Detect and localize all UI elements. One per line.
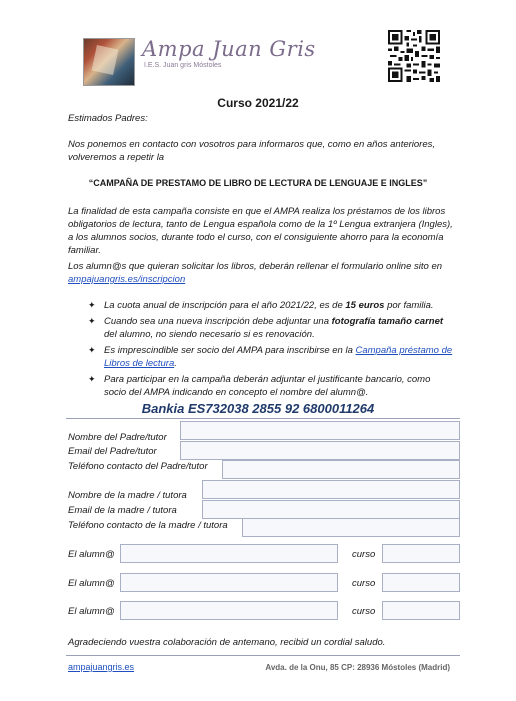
intro-paragraph: Nos ponemos en contacto con vosotros para informaros que, como en años anteriores, volveremos a repetir la [68, 139, 436, 163]
logo-subtitle: I.E.S. Juan gris Móstoles [144, 62, 222, 69]
student-name-field[interactable] [120, 544, 338, 563]
logo-title: Ampa Juan Gris [142, 37, 316, 61]
ampa-logo-image [83, 38, 135, 86]
father-phone-field[interactable] [222, 460, 460, 479]
campaign-link[interactable]: Campaña préstamo de Libros de lectura [104, 345, 453, 369]
mother-name-field[interactable] [202, 480, 460, 499]
purpose-paragraph: La finalidad de esta campaña consiste en que el AMPA realiza los préstamos de los libros obligatorios de lectura, tanto de Lengua española como de la 1º Lengua extranjera (Ingles), a los alumnos socios, durante todo el curso, con el consiguiente ahorro para la economía familiar. [68, 206, 453, 256]
father-email-label: Email del Padre/tutor [68, 446, 157, 457]
father-name-label: Nombre del Padre/tutor [68, 432, 167, 443]
list-item: ✦ La cuota anual de inscripción para el año 2021/22, es de 15 euros por familia. [88, 299, 453, 312]
campaign-title: “CAMPAÑA DE PRESTAMO DE LIBRO DE LECTURA DE LENGUAJE E INGLES” [88, 178, 428, 188]
student-name-field[interactable] [120, 573, 338, 592]
divider [66, 655, 460, 656]
form-note-text: Los alumn@s que quieran solicitar los libros, deberán rellenar el formulario online sito en [68, 261, 443, 272]
student-label: El alumn@ [68, 606, 115, 617]
student-label: El alumn@ [68, 578, 115, 589]
mother-email-label: Email de la madre / tutora [68, 505, 177, 516]
student-name-field[interactable] [120, 601, 338, 620]
course-label: curso [352, 578, 376, 589]
student-course-field[interactable] [382, 573, 460, 592]
conditions-list [88, 299, 453, 402]
bank-account: Bankia ES732038 2855 92 6800011264 [141, 401, 375, 416]
website-link[interactable]: ampajuangris.es [68, 662, 135, 672]
course-title: Curso 2021/22 [217, 96, 299, 110]
father-phone-label: Teléfono contacto del Padre/tutor [68, 461, 208, 472]
student-course-field[interactable] [382, 601, 460, 620]
form-note [68, 260, 456, 286]
mother-email-field[interactable] [202, 500, 460, 519]
inscription-link[interactable]: ampajuangris.es/inscripcion [68, 274, 186, 285]
course-label: curso [352, 606, 376, 617]
qr-code-icon[interactable] [388, 30, 440, 82]
list-item: ✦ Cuando sea una nueva inscripción debe adjuntar una fotografía tamaño carnet del alumno, no siendo necesario si es renovación. [88, 315, 453, 341]
father-email-field[interactable] [180, 441, 460, 460]
mother-phone-field[interactable] [242, 518, 460, 537]
list-item: ✦ Es imprescindible ser socio del AMPA para inscribirse en la Campaña préstamo de Libros de lectura. [88, 344, 453, 370]
closing-text: Agradeciendo vuestra colaboración de antemano, recibid un cordial saludo. [68, 637, 386, 648]
footer-address: Avda. de la Onu, 85 CP: 28936 Móstoles (Madrid) [265, 663, 450, 672]
student-course-field[interactable] [382, 544, 460, 563]
mother-name-label: Nombre de la madre / tutora [68, 490, 187, 501]
mother-phone-label: Teléfono contacto de la madre / tutora [68, 520, 228, 531]
divider [66, 418, 460, 419]
course-label: curso [352, 549, 376, 560]
father-name-field[interactable] [180, 421, 460, 440]
greeting: Estimados Padres: [68, 113, 148, 124]
student-label: El alumn@ [68, 549, 115, 560]
list-item: ✦ Para participar en la campaña deberán adjuntar el justificante bancario, como socio del AMPA indicando en concepto el nombre del alumn@. [88, 373, 453, 399]
